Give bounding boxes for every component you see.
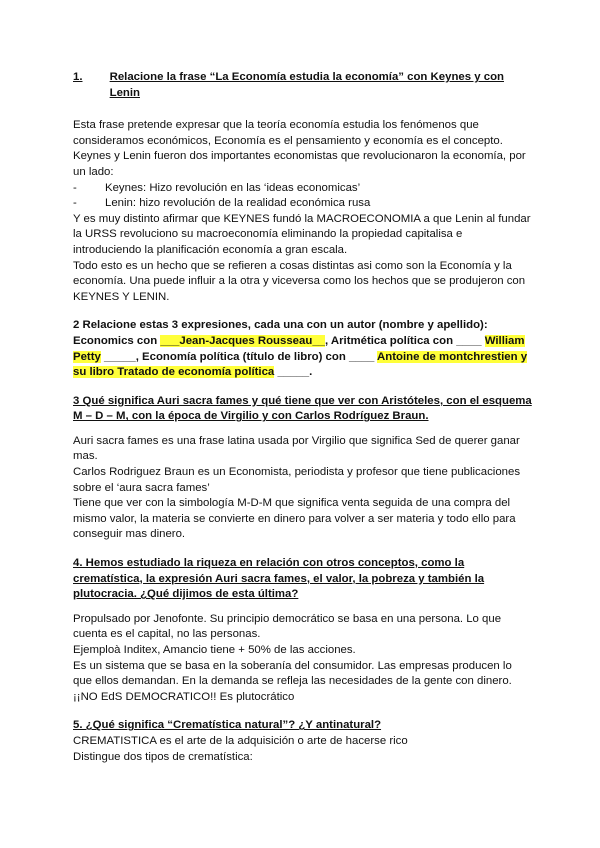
- q1-bullet-lenin: [73, 196, 533, 212]
- answer-economia-politica: Antoine de montchrestien y su libro Tratado de economía política: [73, 350, 528, 379]
- bullet-text: Lenin: hizo revolución de la realidad económica rusa: [105, 197, 371, 210]
- bullet-dash: -: [73, 197, 77, 210]
- question-4-heading: 4. Hemos estudiado la riqueza en relación con otros conceptos, como la crematística, la expresión Auri sacra fames, el valor, la pobreza y también la plutocracia. ¿Qué dijimos de esta última?: [73, 557, 485, 601]
- q4-paragraph-2: Ejemploà Inditex, Amancio tiene + 50% de las acciones.: [73, 644, 356, 656]
- answer-aritmetica: William Petty: [73, 334, 525, 363]
- answer-economics: ___Jean-Jacques Rousseau__: [160, 334, 325, 347]
- question-5-heading: 5. ¿Qué significa “Crematística natural”? ¿Y antinatural?: [73, 719, 382, 732]
- question-1-title: Relacione la frase “La Economía estudia la economía” con Keynes y con Lenin: [109, 71, 504, 99]
- q1-paragraph-2: Keynes y Lenin fueron dos importantes economistas que revolucionaron la economía, por un lado:: [73, 150, 526, 178]
- q5-paragraph-1: CREMATISTICA es el arte de la adquisición o arte de hacerse rico: [73, 734, 408, 747]
- question-1-heading: [73, 70, 533, 101]
- q3-paragraph-2: Carlos Rodriguez Braun es un Economista, periodista y profesor que tiene publicaciones sobre el ‘aura sacra fames’: [73, 466, 521, 494]
- q4-paragraph-3: Es un sistema que se basa en la soberanía del consumidor. Las empresas producen lo que ellos demandan. En la demanda se refleja las necesidades de la gente con dinero. ¡¡NO EdS DEMOCRATICO!! Es plutocrático: [73, 659, 512, 703]
- question-1-number: 1.: [73, 71, 83, 83]
- question-2-heading: [73, 318, 533, 380]
- question-2-seg3: _____, Economía política (título de libro) con ____: [100, 350, 378, 363]
- q4-paragraph-1: Propulsado por Jenofonte. Su principio democrático se basa en una persona. Lo que cuenta es el capital, no las personas.: [73, 612, 502, 641]
- question-3-heading: 3 Qué significa Auri sacra fames y qué tiene que ver con Aristóteles, con el esquema M – D – M, con la época de Virgilio y con Carlos Rodríguez Braun.: [73, 394, 532, 423]
- q1-paragraph-1: Esta frase pretende expresar que la teoría economía estudia los fenómenos que consideramos económicos, Economía es el pensamiento y economía es el concepto.: [73, 119, 503, 147]
- document-body: [73, 70, 533, 765]
- q1-paragraph-4: Todo esto es un hecho que se refieren a cosas distintas asi como son la Economía y la economía. Una puede influir a la otra y viceversa como los hechos que se produjeron con KEYNES Y LENIN.: [73, 259, 526, 303]
- q3-paragraph-3: Tiene que ver con la simbología M-D-M que significa venta seguida de una compra del mismo valor, la materia se convierte en dinero para volver a ser materia y todo ello para conseguir mas dinero.: [73, 497, 516, 541]
- bullet-text: Keynes: Hizo revolución en las ‘ideas economicas’: [105, 181, 361, 194]
- question-2-seg2: , Aritmética política con ____: [324, 334, 485, 347]
- q1-bullet-keynes: [73, 181, 533, 197]
- q1-paragraph-3: Y es muy distinto afirmar que KEYNES fundó la MACROECONOMIA a que Lenin al fundar la URSS revoluciono su macroeconomía eliminando la propiedad capitalisa e introduciendo la planificación economía a gran escala.: [73, 212, 531, 256]
- question-2-seg4: _____.: [274, 366, 313, 379]
- question-2-title: 2 Relacione estas 3 expresiones, cada una con un autor (nombre y apellido):: [73, 319, 488, 332]
- q5-paragraph-2: Distingue dos tipos de crematística:: [73, 750, 253, 763]
- question-2-seg1: Economics con: [73, 334, 161, 347]
- bullet-dash: -: [73, 181, 77, 194]
- q3-paragraph-1: Auri sacra fames es una frase latina usada por Virgilio que significa Sed de querer ganar mas.: [73, 434, 520, 463]
